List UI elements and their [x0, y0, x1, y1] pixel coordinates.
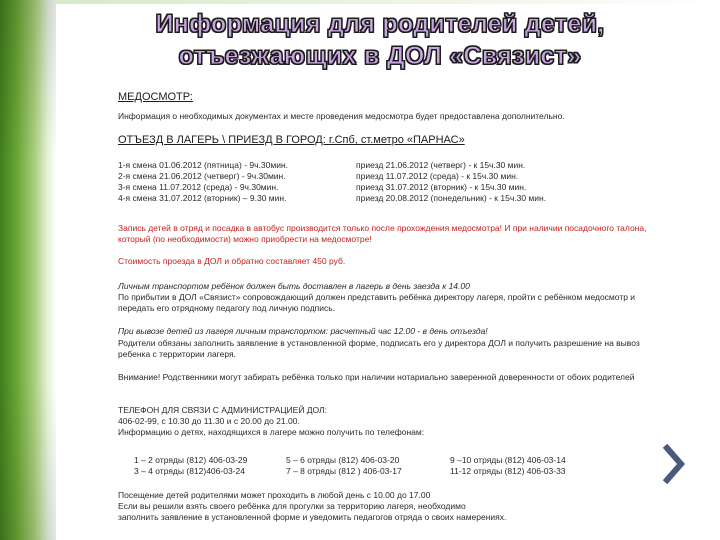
medical-heading: МЕДОСМОТР:: [118, 91, 193, 103]
arrival-item: приезд 21.06.2012 (четверг) - к 15ч.30 мин.: [356, 160, 526, 170]
boarding-notice: Запись детей в отряд и посадка в автобус производится только после прохождения медосмотра! И при наличии посадочного талона, который (по необходимости) можно приобрести на медосмотре!: [118, 223, 647, 244]
page-title: [120, 8, 640, 72]
medical-text: Информация о необходимых документах и месте проведения медосмотра будет предоставлена дополнительно.: [118, 111, 565, 121]
phone-entry: 9 –10 отряды (812) 406-03-14: [450, 455, 566, 465]
own-transport-departure-text: Родители обязаны заполнить заявление в установленной форме, подписать его у директора ДОЛ и получить разрешение на вывоз ребенка с территории лагеря.: [118, 338, 640, 359]
phones-table: [134, 455, 674, 479]
phone-entry: 3 – 4 отряды (812)406-03-24: [134, 466, 245, 476]
contact-info: Информацию о детях, находящихся в лагере можно получить по телефонам:: [118, 427, 425, 437]
arrival-item: приезд 11.07.2012 (среда) - к 15ч.30 мин.: [356, 171, 519, 181]
own-transport-arrival-italic: Личным транспортом ребёнок должен быть доставлен в лагерь в день заезда к 14.00: [118, 281, 470, 291]
decorative-side-bar: [0, 0, 56, 540]
contact-hours: 406-02-99, с 10.30 до 11.30 и с 20.00 до 21.00.: [118, 416, 300, 426]
own-transport-departure-italic: При вывозе детей из лагеря личным транспортом: расчетный час 12.00 - в день отъезда!: [118, 326, 488, 336]
departure-item: 3-я смена 11.07.2012 (среда) - 9ч.30мин.: [118, 182, 279, 192]
phone-entry: 7 – 8 отряды (812 ) 406-03-17: [286, 466, 402, 476]
trip-heading: ОТЪЕЗД В ЛАГЕРЬ \ ПРИЕЗД В ГОРОД: г.Спб, ст.метро «ПАРНАС»: [118, 134, 465, 146]
phone-entry: 11-12 отряды (812) 406-03-33: [450, 466, 566, 476]
title-line-1: Информация для родителей детей,: [155, 10, 605, 38]
contact-heading: ТЕЛЕФОН ДЛЯ СВЯЗИ С АДМИНИСТРАЦИЕЙ ДОЛ:: [118, 405, 328, 415]
own-transport-arrival-text: По прибытии в ДОЛ «Связист» сопровождающий должен представить ребёнка директору лагеря, пройти с ребёнком медосмотр и передать его отрядному педагогу под личную подпись.: [118, 292, 636, 313]
departure-item: 2-я смена 21.06.2012 (четверг) - 9ч.30мин.: [118, 171, 286, 181]
visits-block: [118, 490, 668, 523]
visits-line: Если вы решили взять своего ребёнка для прогулки за территорию лагеря, необходимо: [118, 501, 466, 511]
price-notice: Стоимость проезда в ДОЛ и обратно составляет 450 руб.: [118, 256, 346, 266]
decorative-top-stripe: [56, 0, 720, 4]
contacts-block: [118, 405, 658, 438]
attention-notice: Внимание! Родственники могут забирать ребёнка только при наличии нотариально заверенной доверенности от обоих родителей: [118, 372, 635, 382]
arrival-item: приезд 20.08.2012 (понедельник) - к 15ч.30 мин.: [356, 193, 547, 203]
title-line-2: отъезжающих в ДОЛ «Связист»: [178, 42, 582, 70]
chevron-right-icon[interactable]: [661, 444, 687, 484]
phone-entry: 5 – 6 отряды (812) 406-03-20: [286, 455, 400, 465]
visits-line: Посещение детей родителями может проходить в любой день с 10.00 до 17.00: [118, 490, 431, 500]
visits-line: заполнить заявление в установленной форме и уведомить педагогов отряда о своих намерениях.: [118, 512, 507, 522]
arrival-item: приезд 31.07.2012 (вторник) - к 15ч.30 мин.: [356, 182, 527, 192]
departure-item: 1-я смена 01.06.2012 (пятница) - 9ч.30мин.: [118, 160, 288, 170]
arrivals-list: [356, 160, 656, 204]
departures-list: [118, 160, 358, 204]
phone-entry: 1 – 2 отряды (812) 406-03-29: [134, 455, 248, 465]
departure-item: 4-я смена 31.07.2012 (вторник) – 9.30 мин.: [118, 193, 287, 203]
